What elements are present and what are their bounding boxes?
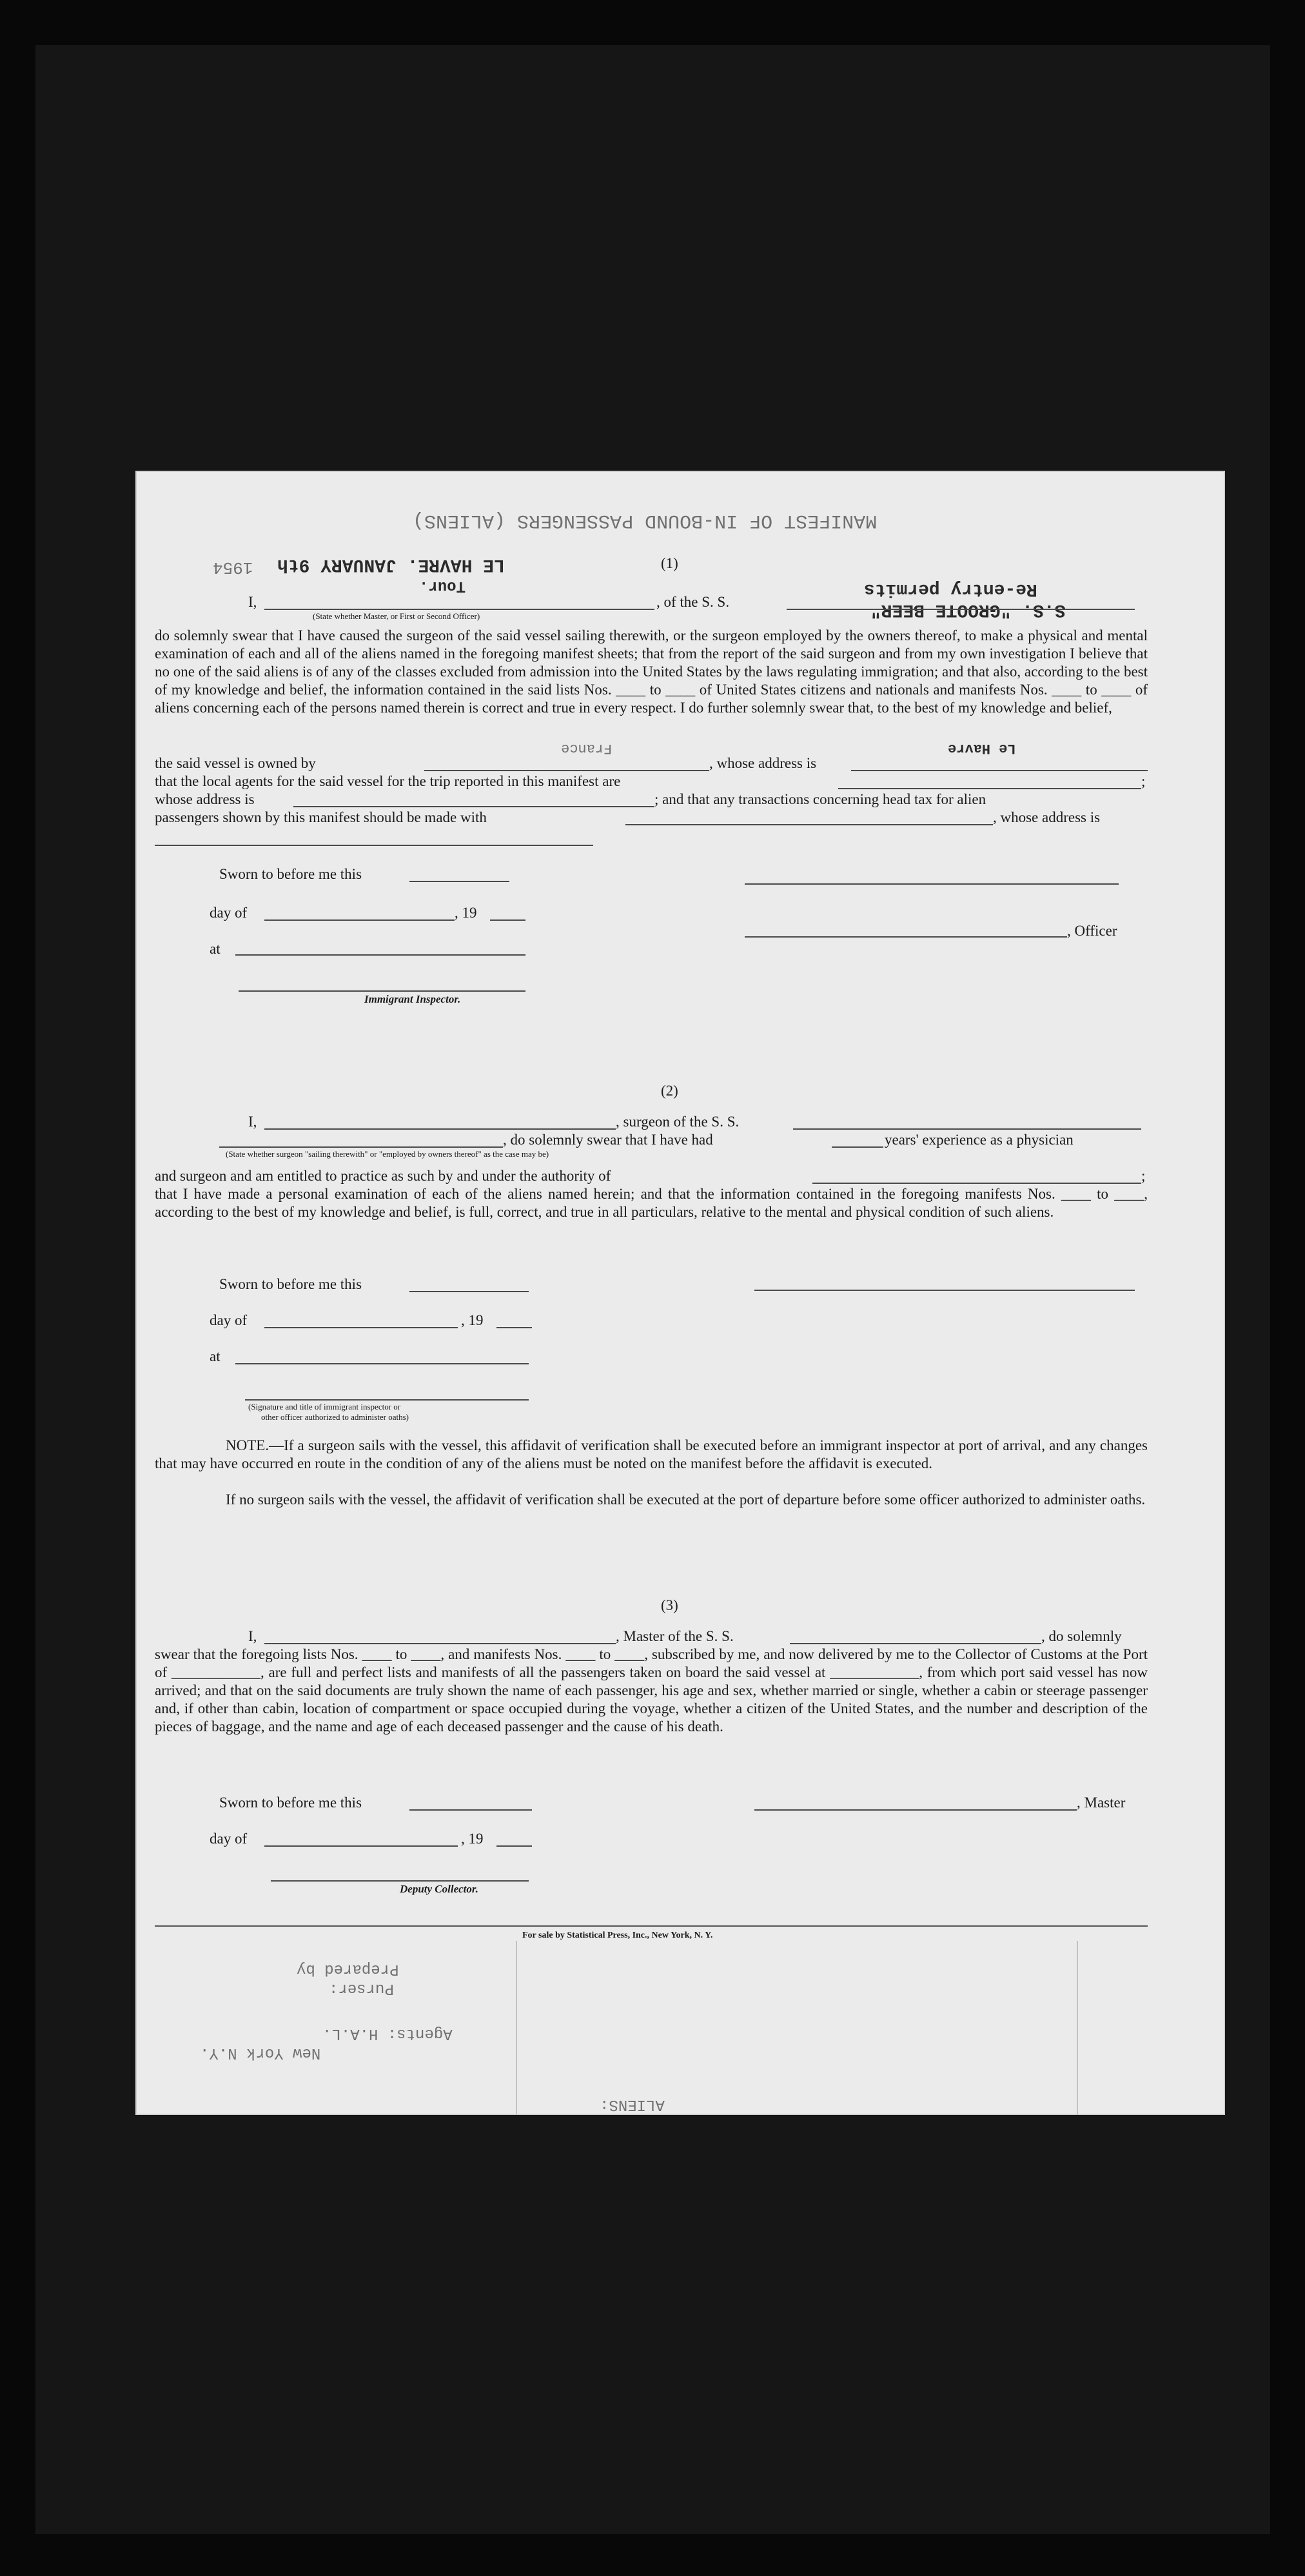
day-line-3 [264,1845,458,1847]
inspector-line [239,990,525,992]
bleed-purser-text: Purser: [329,1980,394,1997]
bleed-le-havre [948,740,1016,756]
master-name-line [264,609,654,610]
surgeon-status-instruction: (State whether surgeon "sailing therewith" or "employed by owners thereof" as the case may be) [226,1149,549,1159]
immigrant-inspector-label: Immigrant Inspector. [364,993,461,1005]
agents-address-line [293,806,654,807]
affidavit-3-number: (3) [661,1597,678,1613]
sworn-label-2: Sworn to before me this [219,1276,362,1292]
master-signature-line [754,1809,1077,1811]
footer-rule [155,1925,1148,1927]
sworn-line-2 [409,1291,529,1292]
printer-credit: For sale by Statistical Press, Inc., New York, N. Y. [522,1931,713,1940]
experience-label-b: years' experience as a physician [885,1132,1074,1148]
agents-address-label: whose address is [155,791,255,807]
of-ss-label: , of the S. S. [656,594,730,610]
bleed-through-year [213,558,253,577]
bleed-new-york [200,2044,320,2061]
owner-address-line [851,770,1148,771]
experience-label-a: , do solemnly swear that I have had [503,1132,713,1148]
bleed-prepared-text: Prepared by [297,1960,399,1978]
sworn-label-1: Sworn to before me this [219,866,362,882]
contact-address-line [155,845,593,846]
year-label-2: , 19 [461,1312,484,1328]
day-of-label-1: day of [210,905,248,921]
sworn-line-1 [409,881,509,882]
head-tax-label: ; and that any transactions concerning head tax for alien [654,791,986,807]
officer-label: , Officer [1067,923,1117,939]
bleed-tour: Tour. [419,577,466,595]
signature-title-1: (Signature and title of immigrant inspector or [248,1402,401,1411]
affidavit-2-opening: I, [248,1114,257,1130]
bleed-column-rule [516,1941,517,2115]
passengers-label: passengers shown by this manifest should be made with [155,809,487,825]
bleed-le-havre-text: Le Havre [948,740,1016,756]
local-agents-label: that the local agents for the said vessel for the trip reported in this manifest are [155,773,621,789]
no-surgeon-note: If no surgeon sails with the vessel, the affidavit of verification shall be executed at the port of departure before some officer authorized to administer oaths. [226,1491,1146,1508]
master-of-label: , Master of the S. S. [616,1628,734,1644]
affidavit-2-body: that I have made a personal examination of each of the aliens named herein; and that the information contained in the foregoing manifests Nos. ____ to ____, according to the best of my knowledge and belief, is full, correct, and true in all particulars, relative to the mental and physical condition of such aliens. [155,1186,1148,1220]
bleed-through-tour [419,577,466,595]
bleed-prepared [297,1960,398,1978]
officer-line [745,936,1067,938]
affidavit-3-opening: I, [248,1628,257,1644]
owner-address-label: , whose address is [709,755,817,771]
bleed-purser [329,1980,394,1997]
authority-line [812,1183,1141,1184]
owned-by-label: the said vessel is owned by [155,755,316,771]
bleed-column-rule [1077,1941,1078,2115]
ship-name-line [787,609,1135,610]
sworn-label-3: Sworn to before me this [219,1794,362,1811]
semicolon: ; [1141,1168,1146,1184]
sworn-line-3 [409,1809,532,1811]
year-label-1: , 19 [455,905,477,921]
master-name-line-3 [264,1643,616,1644]
bleed-aliens-text: ALIENS: [600,2096,665,2113]
bleed-agents-text: Agents: H.A.L. [322,2025,453,2042]
bleed-agents [322,2025,453,2042]
local-agents-line [838,788,1141,789]
years-line [832,1146,883,1148]
solemnly-label: , do solemnly [1041,1628,1122,1644]
manifest-affidavit-page [135,471,1225,2115]
surgeon-note: NOTE.—If a surgeon sails with the vessel, this affidavit of verification shall be executed before an immigrant inspector at port of arrival, and any changes that may have occurred en route in the condition of any of the aliens must be noted on the manifest before the affidavit is executed. [155,1437,1148,1471]
bleed-year: 1954 [213,558,253,577]
affidavit-1-opening: I, [248,594,257,610]
year-label-3: , 19 [461,1831,484,1847]
surgeon-name-line [264,1128,616,1130]
affidavit-2-number: (2) [661,1083,678,1099]
surgeon-status-line [219,1146,503,1148]
administrator-line [245,1399,529,1401]
year-line-3 [496,1845,532,1847]
master-name-instruction: (State whether Master, or First or Second Officer) [313,611,480,621]
signature-title-2: other officer authorized to administer oaths) [261,1412,409,1422]
day-line-2 [264,1327,458,1328]
contact-address-label: , whose address is [993,809,1101,825]
semicolon: ; [1141,773,1146,789]
bleed-permits: Re-entry permits [864,579,1037,599]
bleed-through-permits [864,579,1037,599]
signature-line-2 [754,1290,1135,1291]
authority-label: and surgeon and am entitled to practice as such by and under the authority of [155,1168,611,1184]
bleed-through-header [413,509,877,531]
bleed-france-text: France [561,740,613,756]
day-line-1 [264,919,455,921]
bleed-new-york-text: New York N.Y. [200,2044,321,2061]
bleed-aliens [600,2096,665,2113]
day-of-label-3: day of [210,1831,248,1847]
at-label-2: at [210,1348,221,1364]
at-line-1 [235,954,525,956]
affidavit-3-body: swear that the foregoing lists Nos. ____ to ____, and manifests Nos. ____ to ____, subscribed by me, and now delivered by me to the Collector of Customs at the Port of ____________, are full and perfect lists and manifests of all the passengers taken on board the said vessel at ____________, from which port said vessel has now arrived; and that on the said documents are truly shown the name of each passenger, his age and sex, whether married or single, whether a cabin or steerage passenger and, if other than cabin, location of compartment or space occupied during the voyage, whether a citizen of the United States, and the number and description of the pieces of baggage, and the name and age of each deceased passenger and the cause of his death. [155,1646,1148,1735]
at-line-2 [235,1363,529,1364]
year-line-1 [490,919,525,921]
day-of-label-2: day of [210,1312,248,1328]
affidavit-1-number: (1) [661,555,678,571]
surgeon-ship-line [793,1128,1141,1130]
bleed-france [561,740,612,756]
bleed-through-voyage [277,555,505,575]
owner-line [424,770,709,771]
affidavit-1-body: do solemnly swear that I have caused the surgeon of the said vessel sailing therewith, or the surgeon employed by the owners thereof, to make a physical and mental examination of each and all of the aliens named in the foregoing manifest sheets; that from the report of the said surgeon and from my own investigation I believe that no one of the said aliens is of any of the classes excluded from admission into the United States by the laws regulating immigration; and that also, according to the best of my knowledge and belief, the information contained in the said lists Nos. ____ to ____ of United States citizens and nationals and manifests Nos. ____ to ____ of aliens concerning each of the persons named therein is correct and true in every respect. I do further solemnly swear that, to the best of my knowledge and belief, [155,627,1148,716]
deputy-line [271,1880,529,1882]
at-label-1: at [210,941,221,957]
surgeon-of-label: , surgeon of the S. S. [616,1114,740,1130]
deputy-collector-label: Deputy Collector. [400,1883,478,1895]
bleed-ship: S.S. "GROOTE BEER" [870,600,1066,620]
bleed-manifest-title: MANIFEST OF IN-BOUND PASSENGERS (ALIENS) [413,509,878,531]
signature-line-1 [745,883,1119,885]
head-tax-contact-line [625,824,993,825]
master-label: , Master [1077,1794,1126,1811]
year-line-2 [496,1327,532,1328]
bleed-voyage-text: LE HAVRE. JANUARY 9th [277,555,505,575]
master-ship-line [790,1643,1041,1644]
